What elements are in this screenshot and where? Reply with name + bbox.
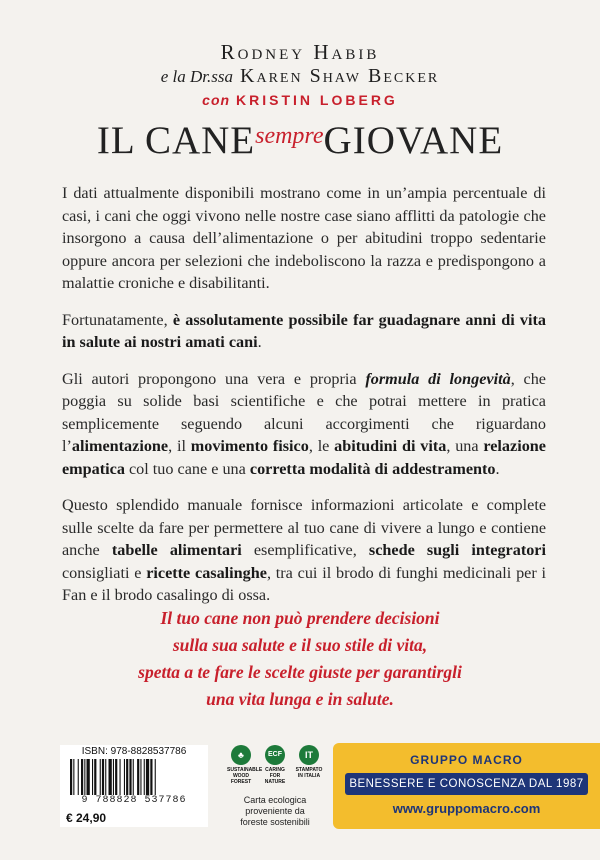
publisher-name: GRUPPO MACRO (410, 753, 523, 767)
eco-text-line: Carta ecologica (243, 795, 307, 805)
bold-text: ricette casalinghe (146, 563, 267, 582)
title-sempre: sempre (255, 123, 324, 149)
publisher-badge (333, 743, 600, 829)
barcode-bar (124, 759, 125, 795)
blurb-paragraph: I dati attualmente disponibili mostrano come in un’ampia percentuale di casi, i cani che oggi vivono nelle nostre case siano afflitti da patologie che insorgono a causa dell’alimentazione o per abitudini troppo sedentarie oppure ancora per selezioni che indeboliscono la razza e predispongono a malattie croniche e disabilitanti. (62, 184, 546, 292)
italy-icon (295, 745, 323, 779)
quote-line: sulla sua salute e il suo stile di vita, (172, 635, 428, 655)
barcode-icon (66, 759, 202, 795)
barcode-bar (150, 759, 152, 795)
barcode-bar (133, 759, 134, 795)
ecf-symbol: ECF (265, 745, 285, 765)
publisher-url[interactable]: www.gruppomacro.com (392, 801, 541, 816)
barcode-bar (100, 759, 101, 795)
highlight-quote (0, 605, 600, 713)
isbn-barcode-box (60, 745, 208, 827)
blurb (62, 182, 546, 621)
author-prefix: e la Dr.ssa (160, 67, 234, 86)
barcode-bar (70, 759, 72, 795)
text: , le (308, 437, 335, 455)
eco-icon-label: STAMPATO IN ITALIA (295, 767, 323, 779)
blurb-paragraph (62, 494, 546, 607)
bold-text: alimentazione (71, 437, 169, 455)
barcode-bar (140, 759, 141, 795)
title-part2: GIOVANE (323, 119, 504, 162)
bold-text: corretta modalità di addestramento (249, 459, 496, 478)
bold-text: abitudini di vita (334, 437, 447, 455)
quote-line: Il tuo cane non può prendere decisioni (160, 608, 440, 628)
barcode-bar (84, 759, 85, 795)
text: , una (446, 437, 484, 455)
eco-text-line: foreste sostenibili (240, 817, 310, 827)
ecf-icon (261, 745, 289, 785)
blurb-paragraph (62, 368, 546, 481)
bold-text: movimento fisico (190, 437, 309, 455)
quote-line: spetta a te fare le scelte giuste per garantirgli (138, 662, 462, 682)
tree-icon (227, 745, 263, 785)
title-part1: IL CANE (96, 119, 256, 162)
text: , il (168, 437, 191, 455)
text: . (495, 459, 500, 478)
barcode-bar (129, 759, 131, 795)
author-name: Karen Shaw Becker (240, 65, 440, 87)
barcode-bar (109, 759, 112, 795)
bold-text: tabelle alimentari (111, 541, 242, 559)
isbn-label: ISBN: 978-8828537786 (81, 746, 187, 757)
barcode-bar (146, 759, 149, 795)
isbn-digits: 9 788828 537786 (81, 795, 187, 806)
price: € 24,90 (66, 811, 107, 825)
barcode-bar (94, 759, 96, 795)
barcode-bar (155, 759, 156, 795)
tree-symbol: ♣ (231, 745, 251, 765)
author-kristin-loberg (0, 92, 600, 108)
barcode-bar (92, 759, 93, 795)
text: Gli autori propongono una vera e propria (62, 369, 366, 388)
barcode-bar (102, 759, 104, 795)
text: , che poggia su solide basi scientifiche e che potrai mettere in pratica semplicemente seguendo alcuni accorgimenti che riguardano l’ (62, 369, 546, 455)
bold-text: relazione empatica (62, 437, 546, 478)
author-karen-shaw-becker (0, 65, 600, 88)
barcode-bar (115, 759, 117, 795)
barcode-bar (120, 759, 121, 795)
eco-text-line: proveniente da (245, 806, 305, 816)
bold-italic-text: formula di longevità (365, 369, 511, 388)
text: consigliati e (62, 563, 147, 582)
blurb-paragraph (62, 309, 546, 354)
author-name: KRISTIN LOBERG (236, 92, 398, 108)
text: , tra cui il brodo di funghi medicinali per i Fan e il brodo casalingo di ossa. (62, 563, 547, 604)
book-title (0, 118, 600, 163)
barcode-bar (113, 759, 114, 795)
author-rodney-habib: Rodney Habib (220, 40, 380, 64)
bold-text: schede sugli integratori (368, 541, 546, 559)
barcode-bar (81, 759, 83, 795)
quote-line: una vita lunga e in salute. (206, 689, 394, 709)
barcode-bar (87, 759, 90, 795)
barcode-bar (137, 759, 139, 795)
text: Questo splendido manuale fornisce informazioni articolate e complete sulle scelte da fare per permettere al tuo cane di vivere a lungo e contiene anche (62, 496, 546, 559)
text: esemplificative, (241, 541, 369, 559)
text: . (257, 333, 262, 351)
barcode-bar (78, 759, 79, 795)
author-con: con (202, 92, 231, 108)
barcode-bar (105, 759, 106, 795)
barcode-bar (126, 759, 128, 795)
eco-paper-text (225, 795, 325, 828)
text: Fortunatamente, (62, 310, 173, 329)
barcode-bar (144, 759, 145, 795)
text: col tuo cane e una (124, 459, 250, 478)
eco-icon-label: CARING FOR NATURE (264, 767, 286, 785)
bold-text: è assolutamente possibile far guadagnare anni di vita in salute ai nostri amati cani (62, 310, 547, 351)
eco-icon-label: SUSTAINABLE WOOD FOREST (227, 767, 263, 785)
italy-symbol: IT (299, 745, 319, 765)
publisher-tagline: BENESSERE E CONOSCENZA DAL 1987 (345, 773, 588, 795)
barcode-bar (73, 759, 74, 795)
